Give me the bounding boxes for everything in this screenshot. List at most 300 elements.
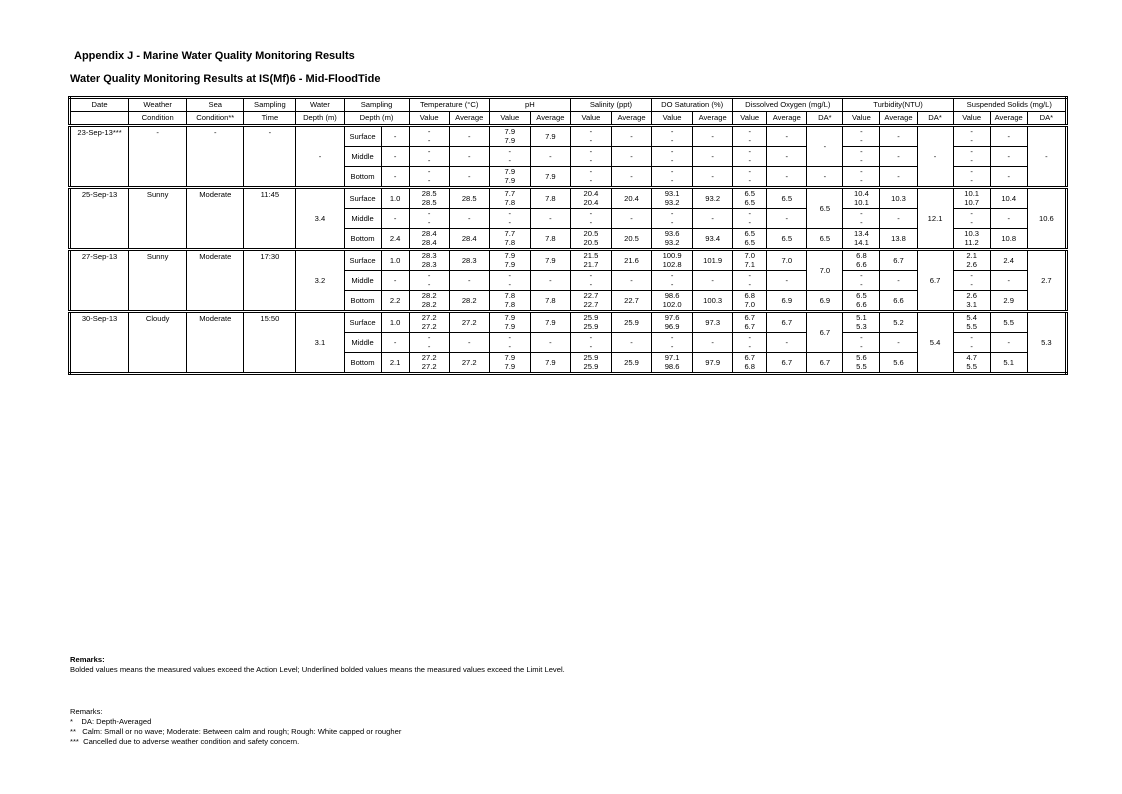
- header-sampling-depth-1: Sampling: [344, 98, 409, 112]
- ph-average: 7.8: [530, 229, 570, 250]
- turbidity-average: -: [880, 126, 917, 147]
- dissolved-oxygen-values-reading: -: [748, 155, 751, 165]
- turbidity-values: [843, 312, 880, 333]
- do-saturation-average: -: [693, 167, 733, 188]
- dissolved-oxygen-bottom-da: 6.7: [807, 353, 843, 374]
- header-sea-1: Sea: [187, 98, 244, 112]
- table-row: [70, 188, 1067, 209]
- suspended-solids-values-reading: -: [970, 209, 973, 218]
- header-temperature: Temperature (°C): [409, 98, 489, 112]
- turbidity-values-reading: -: [860, 167, 863, 176]
- suspended-solids-values-reading: 5.5: [966, 321, 977, 331]
- ph-average: 7.9: [530, 312, 570, 333]
- sampling-level-cell: Middle: [344, 209, 381, 229]
- sampling-depth-cell: 1.0: [381, 188, 409, 209]
- dissolved-oxygen-values-reading: -: [748, 147, 751, 156]
- turbidity-values-reading: 14.1: [854, 237, 869, 247]
- salinity-values-reading: -: [589, 279, 593, 289]
- dissolved-oxygen-da: 6.5: [807, 188, 843, 229]
- footnote-cancelled: *** Cancelled due to adverse weather condition and safety concern.: [70, 737, 300, 746]
- suspended-solids-values-reading: -: [970, 341, 973, 351]
- water-depth-cell: 3.4: [296, 188, 344, 250]
- suspended-solids-values-reading: -: [970, 147, 973, 156]
- date-cell: 30-Sep-13: [70, 312, 129, 374]
- temperature-values-reading: -: [427, 341, 431, 351]
- salinity-values-reading: -: [589, 135, 593, 145]
- temperature-values-reading: -: [427, 175, 431, 185]
- ph-average: -: [530, 147, 570, 167]
- dissolved-oxygen-values-reading: -: [748, 333, 751, 342]
- dissolved-oxygen-bottom-da: 6.5: [807, 229, 843, 250]
- salinity-values: [570, 209, 611, 229]
- dissolved-oxygen-average: 6.7: [767, 353, 807, 374]
- sampling-level-cell: Middle: [344, 333, 381, 353]
- footnotes-label: Remarks:: [70, 707, 103, 716]
- sampling-level-cell: Bottom: [344, 229, 381, 250]
- salinity-values-reading: 25.9: [583, 313, 599, 322]
- header-do-saturation: DO Saturation (%): [652, 98, 733, 112]
- turbidity-values-reading: 6.6: [856, 259, 867, 269]
- temperature-values: [409, 126, 449, 147]
- suspended-solids-values: [953, 126, 990, 147]
- ph-average: -: [530, 271, 570, 291]
- sampling-depth-cell: -: [381, 147, 409, 167]
- dissolved-oxygen-average: -: [767, 167, 807, 188]
- dissolved-oxygen-values: [733, 333, 767, 353]
- sampling-depth-cell: 1.0: [381, 312, 409, 333]
- salinity-average: 20.4: [611, 188, 651, 209]
- suspended-solids-values: [953, 333, 990, 353]
- suspended-solids-values: [953, 167, 990, 188]
- dissolved-oxygen-values: [733, 126, 767, 147]
- header-average: Average: [449, 112, 489, 126]
- salinity-values-reading: -: [589, 271, 593, 280]
- dissolved-oxygen-values-reading: -: [748, 209, 751, 218]
- suspended-solids-values-reading: -: [970, 155, 973, 165]
- sampling-level-cell: Surface: [344, 188, 381, 209]
- suspended-solids-values: [953, 147, 990, 167]
- ph-values-reading: 7.9: [504, 321, 516, 331]
- header-water-depth-2: Depth (m): [296, 112, 344, 126]
- suspended-solids-values-reading: -: [970, 127, 973, 136]
- header-weather-2: Condition: [129, 112, 187, 126]
- do-saturation-values: [652, 353, 693, 374]
- water-depth-cell: -: [296, 126, 344, 188]
- ph-average: 7.9: [530, 250, 570, 271]
- salinity-values: [570, 229, 611, 250]
- salinity-values-reading: 20.5: [583, 229, 599, 238]
- ph-values: [489, 333, 530, 353]
- suspended-solids-values-reading: -: [970, 175, 973, 185]
- temperature-values-reading: 28.4: [421, 237, 437, 247]
- dissolved-oxygen-average: 6.7: [767, 312, 807, 333]
- salinity-values-reading: -: [589, 217, 593, 227]
- turbidity-da: 5.4: [917, 312, 953, 374]
- do-saturation-values-reading: 102.8: [662, 259, 682, 269]
- suspended-solids-average: -: [990, 271, 1027, 291]
- dissolved-oxygen-bottom-da: 6.9: [807, 291, 843, 312]
- dissolved-oxygen-values: [733, 209, 767, 229]
- ph-values: [489, 147, 530, 167]
- ph-values: [489, 188, 530, 209]
- temperature-values-reading: 28.3: [421, 251, 437, 260]
- temperature-values: [409, 271, 449, 291]
- salinity-values-reading: -: [589, 127, 593, 136]
- do-saturation-values: [652, 188, 693, 209]
- water-depth-cell: 3.2: [296, 250, 344, 312]
- suspended-solids-values-reading: 11.2: [964, 237, 979, 247]
- salinity-average: 25.9: [611, 353, 651, 374]
- salinity-values: [570, 250, 611, 271]
- turbidity-values-reading: -: [860, 135, 863, 145]
- temperature-average: 28.3: [449, 250, 489, 271]
- do-saturation-values-reading: -: [670, 209, 674, 218]
- turbidity-values-reading: 6.5: [856, 291, 867, 300]
- ph-values-reading: 7.9: [504, 175, 516, 185]
- temperature-average: -: [449, 271, 489, 291]
- suspended-solids-da: 10.6: [1027, 188, 1066, 250]
- suspended-solids-values-reading: -: [970, 279, 973, 289]
- salinity-values-reading: 21.7: [583, 259, 599, 269]
- suspended-solids-values-reading: 5.4: [966, 313, 977, 322]
- suspended-solids-values-reading: -: [970, 217, 973, 227]
- turbidity-values-reading: 5.1: [856, 313, 867, 322]
- ph-average: 7.8: [530, 188, 570, 209]
- suspended-solids-average: 2.4: [990, 250, 1027, 271]
- dissolved-oxygen-bottom-da: -: [807, 167, 843, 188]
- header-average: Average: [990, 112, 1027, 126]
- salinity-values: [570, 353, 611, 374]
- do-saturation-average: 93.4: [693, 229, 733, 250]
- dissolved-oxygen-values-reading: 6.5: [744, 237, 756, 247]
- turbidity-da: 12.1: [917, 188, 953, 250]
- ph-values: [489, 250, 530, 271]
- header-average: Average: [880, 112, 917, 126]
- sampling-depth-cell: -: [381, 271, 409, 291]
- water-quality-table: [68, 96, 1068, 375]
- turbidity-values-reading: 6.6: [856, 299, 867, 309]
- footnotes-section: [70, 707, 401, 747]
- dissolved-oxygen-values-reading: -: [748, 217, 751, 227]
- ph-values-reading: -: [508, 271, 512, 280]
- turbidity-values-reading: 5.6: [856, 353, 867, 362]
- suspended-solids-values: [953, 271, 990, 291]
- sampling-time-cell: 11:45: [244, 188, 296, 250]
- dissolved-oxygen-values: [733, 271, 767, 291]
- temperature-values: [409, 250, 449, 271]
- turbidity-average: 5.2: [880, 312, 917, 333]
- salinity-values-reading: -: [589, 341, 593, 351]
- ph-values-reading: 7.9: [504, 361, 516, 371]
- suspended-solids-average: 10.8: [990, 229, 1027, 250]
- do-saturation-values-reading: -: [670, 127, 674, 136]
- table-header: [70, 98, 1067, 126]
- temperature-values-reading: 28.2: [421, 299, 437, 309]
- sampling-depth-cell: -: [381, 333, 409, 353]
- temperature-values-reading: -: [427, 209, 431, 218]
- remarks-section: [70, 655, 565, 675]
- do-saturation-values-reading: 93.6: [664, 229, 680, 238]
- dissolved-oxygen-average: 6.9: [767, 291, 807, 312]
- ph-values-reading: 7.8: [504, 291, 516, 300]
- header-value: Value: [652, 112, 693, 126]
- sampling-depth-cell: 2.1: [381, 353, 409, 374]
- turbidity-average: -: [880, 209, 917, 229]
- salinity-values-reading: 21.5: [583, 251, 599, 260]
- dissolved-oxygen-average: -: [767, 209, 807, 229]
- salinity-values: [570, 333, 611, 353]
- suspended-solids-average: -: [990, 333, 1027, 353]
- ph-values: [489, 229, 530, 250]
- ph-average: 7.8: [530, 291, 570, 312]
- ph-values-reading: -: [508, 333, 512, 342]
- ph-values-reading: 7.9: [504, 313, 516, 322]
- do-saturation-values-reading: 98.6: [664, 291, 680, 300]
- turbidity-values-reading: 10.4: [854, 189, 869, 198]
- dissolved-oxygen-values-reading: 6.5: [744, 189, 756, 198]
- suspended-solids-average: 5.5: [990, 312, 1027, 333]
- dissolved-oxygen-values-reading: 6.5: [744, 229, 756, 238]
- turbidity-values-reading: 6.8: [856, 251, 867, 260]
- suspended-solids-da: 2.7: [1027, 250, 1066, 312]
- ph-values-reading: 7.7: [504, 229, 516, 238]
- suspended-solids-da: 5.3: [1027, 312, 1066, 374]
- turbidity-values-reading: -: [860, 271, 863, 280]
- do-saturation-values: [652, 333, 693, 353]
- do-saturation-average: -: [693, 333, 733, 353]
- turbidity-average: 6.6: [880, 291, 917, 312]
- dissolved-oxygen-values-reading: 6.5: [744, 197, 756, 207]
- do-saturation-average: 100.3: [693, 291, 733, 312]
- turbidity-values: [843, 147, 880, 167]
- sea-condition-cell: Moderate: [187, 312, 244, 374]
- weather-cell: Cloudy: [129, 312, 187, 374]
- header-value: Value: [570, 112, 611, 126]
- temperature-values: [409, 333, 449, 353]
- turbidity-values-reading: -: [860, 333, 863, 342]
- sampling-depth-cell: 2.4: [381, 229, 409, 250]
- do-saturation-average: -: [693, 209, 733, 229]
- suspended-solids-values-reading: 10.1: [964, 189, 980, 198]
- ph-values-reading: 7.9: [504, 251, 516, 260]
- temperature-values-reading: -: [427, 135, 431, 145]
- ph-values-reading: 7.8: [504, 299, 516, 309]
- salinity-average: -: [611, 147, 651, 167]
- suspended-solids-average: -: [990, 209, 1027, 229]
- header-suspended-solids: Suspended Solids (mg/L): [953, 98, 1066, 112]
- temperature-values-reading: -: [427, 147, 431, 156]
- salinity-values-reading: -: [589, 209, 593, 218]
- page-title: Appendix J - Marine Water Quality Monitoring Results: [74, 50, 355, 62]
- turbidity-values-reading: 5.5: [856, 361, 867, 371]
- suspended-solids-average: 5.1: [990, 353, 1027, 374]
- ph-values-reading: -: [508, 147, 512, 156]
- remarks-text: Bolded values means the measured values exceed the Action Level; Underlined bolded values means the measured values exceed the Limit Level.: [70, 665, 565, 674]
- suspended-solids-values: [953, 229, 990, 250]
- dissolved-oxygen-values-reading: 7.1: [744, 259, 756, 269]
- sampling-level-cell: Bottom: [344, 353, 381, 374]
- ph-values-reading: -: [508, 341, 512, 351]
- sea-condition-cell: Moderate: [187, 188, 244, 250]
- temperature-average: 28.5: [449, 188, 489, 209]
- turbidity-average: 10.3: [880, 188, 917, 209]
- header-water-depth-1: Water: [296, 98, 344, 112]
- header-ph: pH: [489, 98, 570, 112]
- do-saturation-values: [652, 209, 693, 229]
- temperature-average: 28.2: [449, 291, 489, 312]
- suspended-solids-average: 10.4: [990, 188, 1027, 209]
- salinity-values-reading: -: [589, 333, 593, 342]
- temperature-values-reading: 28.3: [421, 259, 437, 269]
- header-da: DA*: [807, 112, 843, 126]
- salinity-values-reading: 25.9: [583, 353, 599, 362]
- salinity-values-reading: 20.5: [583, 237, 599, 247]
- do-saturation-values: [652, 312, 693, 333]
- temperature-values-reading: -: [427, 271, 431, 280]
- header-average: Average: [767, 112, 807, 126]
- suspended-solids-average: -: [990, 147, 1027, 167]
- ph-values-reading: -: [508, 217, 512, 227]
- turbidity-da: 6.7: [917, 250, 953, 312]
- date-cell: 23-Sep-13***: [70, 126, 129, 188]
- header-sampling-time-1: Sampling: [244, 98, 296, 112]
- header-date-2: [70, 112, 129, 126]
- suspended-solids-average: -: [990, 126, 1027, 147]
- turbidity-values-reading: 10.1: [854, 197, 869, 207]
- temperature-average: 28.4: [449, 229, 489, 250]
- do-saturation-values-reading: -: [670, 167, 674, 176]
- ph-values-reading: 7.9: [504, 167, 516, 176]
- header-value: Value: [733, 112, 767, 126]
- header-date: Date: [70, 98, 129, 112]
- ph-values-reading: 7.8: [504, 237, 516, 247]
- turbidity-average: 13.8: [880, 229, 917, 250]
- turbidity-da: -: [917, 126, 953, 188]
- do-saturation-average: 93.2: [693, 188, 733, 209]
- turbidity-values: [843, 250, 880, 271]
- dissolved-oxygen-values-reading: -: [748, 271, 751, 280]
- do-saturation-average: -: [693, 147, 733, 167]
- header-salinity: Salinity (ppt): [570, 98, 651, 112]
- dissolved-oxygen-values: [733, 312, 767, 333]
- suspended-solids-values-reading: 3.1: [966, 299, 977, 309]
- do-saturation-values-reading: -: [670, 147, 674, 156]
- dissolved-oxygen-da: 7.0: [807, 250, 843, 291]
- header-average: Average: [611, 112, 651, 126]
- dissolved-oxygen-values-reading: -: [748, 167, 751, 176]
- ph-values: [489, 126, 530, 147]
- suspended-solids-values-reading: 2.6: [966, 259, 977, 269]
- dissolved-oxygen-average: 7.0: [767, 250, 807, 271]
- suspended-solids-values: [953, 188, 990, 209]
- sampling-depth-cell: -: [381, 209, 409, 229]
- temperature-values: [409, 188, 449, 209]
- dissolved-oxygen-values-reading: -: [748, 279, 751, 289]
- turbidity-values: [843, 126, 880, 147]
- do-saturation-values: [652, 167, 693, 188]
- dissolved-oxygen-average: -: [767, 147, 807, 167]
- temperature-values-reading: -: [427, 155, 431, 165]
- salinity-values: [570, 188, 611, 209]
- suspended-solids-average: 2.9: [990, 291, 1027, 312]
- turbidity-values: [843, 271, 880, 291]
- ph-average: 7.9: [530, 167, 570, 188]
- salinity-values-reading: 22.7: [583, 291, 599, 300]
- turbidity-values-reading: 13.4: [854, 229, 869, 238]
- turbidity-values-reading: -: [860, 341, 863, 351]
- ph-average: 7.9: [530, 126, 570, 147]
- ph-values-reading: -: [508, 279, 512, 289]
- footnote-da: * DA: Depth-Averaged: [70, 717, 152, 726]
- do-saturation-values-reading: 97.1: [664, 353, 680, 362]
- suspended-solids-average: -: [990, 167, 1027, 188]
- turbidity-values-reading: -: [860, 217, 863, 227]
- ph-average: 7.9: [530, 353, 570, 374]
- turbidity-values-reading: -: [860, 147, 863, 156]
- sea-condition-cell: Moderate: [187, 250, 244, 312]
- sampling-depth-cell: 1.0: [381, 250, 409, 271]
- salinity-values-reading: -: [589, 147, 593, 156]
- sampling-level-cell: Middle: [344, 271, 381, 291]
- do-saturation-values-reading: -: [670, 341, 674, 351]
- dissolved-oxygen-values-reading: 7.0: [744, 251, 756, 260]
- do-saturation-values: [652, 229, 693, 250]
- do-saturation-average: 97.9: [693, 353, 733, 374]
- dissolved-oxygen-da: 6.7: [807, 312, 843, 353]
- suspended-solids-values: [953, 209, 990, 229]
- temperature-values: [409, 209, 449, 229]
- turbidity-values-reading: -: [860, 155, 863, 165]
- ph-values-reading: -: [508, 155, 512, 165]
- ph-values-reading: 7.8: [504, 197, 516, 207]
- salinity-values: [570, 271, 611, 291]
- dissolved-oxygen-values: [733, 353, 767, 374]
- temperature-values: [409, 291, 449, 312]
- salinity-values-reading: 25.9: [583, 321, 599, 331]
- do-saturation-values-reading: 93.1: [664, 189, 680, 198]
- header-sea-2: Condition**: [187, 112, 244, 126]
- suspended-solids-values-reading: -: [970, 333, 973, 342]
- temperature-values: [409, 353, 449, 374]
- temperature-values-reading: -: [427, 167, 431, 176]
- turbidity-average: -: [880, 147, 917, 167]
- do-saturation-values-reading: -: [670, 155, 674, 165]
- salinity-average: -: [611, 209, 651, 229]
- ph-values-reading: 7.9: [504, 135, 516, 145]
- suspended-solids-da: -: [1027, 126, 1066, 188]
- header-dissolved-oxygen: Dissolved Oxygen (mg/L): [733, 98, 843, 112]
- header-value: Value: [953, 112, 990, 126]
- suspended-solids-values: [953, 291, 990, 312]
- header-sampling-depth-2: Depth (m): [344, 112, 409, 126]
- suspended-solids-values-reading: -: [970, 135, 973, 145]
- turbidity-values: [843, 291, 880, 312]
- dissolved-oxygen-values-reading: -: [748, 341, 751, 351]
- ph-values-reading: 7.9: [504, 127, 516, 136]
- do-saturation-average: -: [693, 126, 733, 147]
- do-saturation-values-reading: 93.2: [664, 197, 680, 207]
- do-saturation-values: [652, 147, 693, 167]
- sampling-level-cell: Middle: [344, 147, 381, 167]
- turbidity-average: 6.7: [880, 250, 917, 271]
- suspended-solids-values: [953, 250, 990, 271]
- salinity-values-reading: 20.4: [583, 197, 599, 207]
- ph-values: [489, 312, 530, 333]
- do-saturation-values-reading: 97.6: [664, 313, 680, 322]
- salinity-average: 22.7: [611, 291, 651, 312]
- dissolved-oxygen-average: -: [767, 126, 807, 147]
- temperature-average: -: [449, 209, 489, 229]
